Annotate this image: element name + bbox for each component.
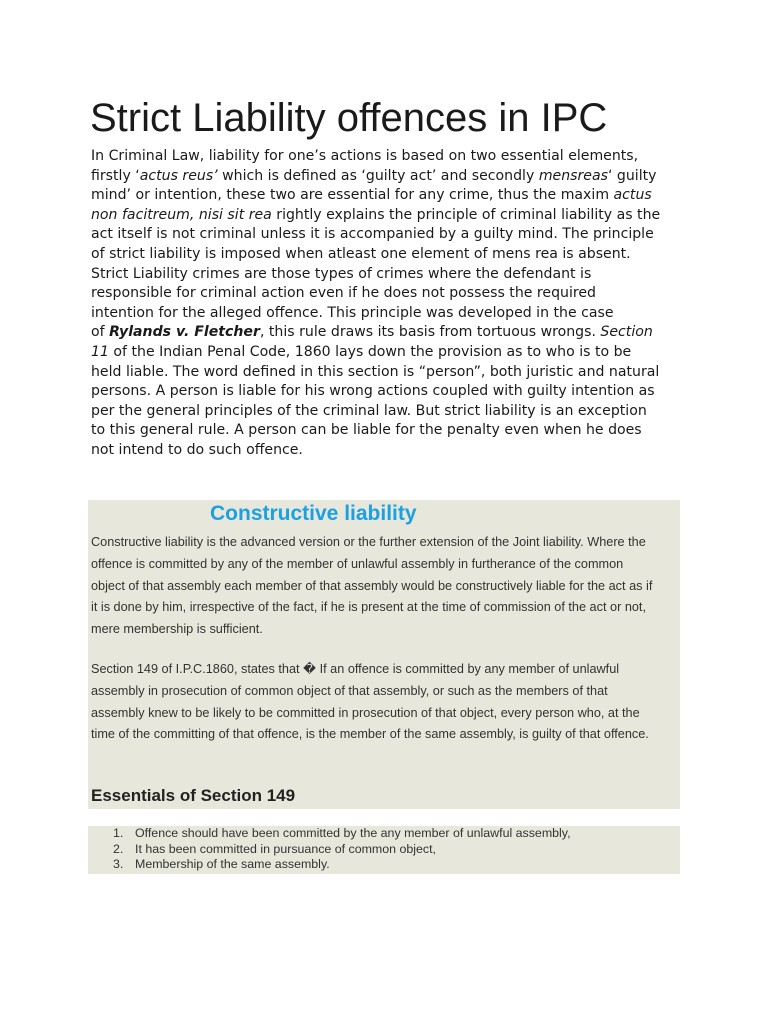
text-run: In Criminal Law, liability for one’s actions is based on two essential elements, bbox=[91, 148, 639, 164]
text-run: persons. A person is liable for his wrong actions coupled with guilty intention as bbox=[91, 383, 655, 400]
text-line bbox=[91, 186, 691, 206]
text-line bbox=[91, 363, 691, 383]
italic-term: non facitreum, nisi sit rea bbox=[91, 206, 272, 223]
text-run: , this rule draws its basis from tortuous wrongs. bbox=[259, 324, 601, 341]
italic-term: 11 bbox=[91, 343, 109, 360]
text-run: act itself is not criminal unless it is accompanied by a guilty mind. The principle bbox=[91, 226, 654, 243]
text-line bbox=[91, 206, 691, 226]
text-line bbox=[91, 421, 691, 441]
text-line bbox=[91, 402, 691, 422]
text-run: of the Indian Penal Code, 1860 lays down the provision as to who is to be bbox=[108, 343, 632, 360]
essentials-list bbox=[88, 826, 571, 873]
section-149-paragraph bbox=[91, 659, 679, 746]
constructive-liability-paragraph bbox=[91, 532, 679, 641]
text-line: Section 149 of I.P.C.1860, states that � If an offence is committed by any member of unlawful bbox=[91, 662, 620, 676]
text-run: mind’ or intention, these two are essential for any crime, thus the maxim bbox=[91, 187, 614, 204]
italic-term: mensreas bbox=[538, 167, 608, 184]
text-run: which is defined as ‘guilty act’ and secondly bbox=[217, 167, 539, 184]
text-line bbox=[91, 265, 691, 285]
text-run: not intend to do such offence. bbox=[91, 441, 303, 458]
text-line: object of that assembly each member of that assembly would be constructively liable for the act as if bbox=[91, 578, 653, 593]
list-item-number: 2. bbox=[113, 841, 124, 856]
text-run: of strict liability is imposed when atleast one element of mens rea is absent. bbox=[91, 245, 631, 262]
page-title: Strict Liability offences in IPC bbox=[90, 96, 608, 140]
text-line bbox=[91, 284, 691, 304]
text-line bbox=[91, 147, 691, 167]
text-run: to this general rule. A person can be liable for the penalty even when he does bbox=[91, 422, 642, 439]
text-run: rightly explains the principle of criminal liability as the bbox=[271, 206, 661, 223]
essentials-heading: Essentials of Section 149 bbox=[91, 786, 296, 805]
text-line bbox=[91, 245, 691, 265]
text-run: intention for the alleged offence. This principle was developed in the case bbox=[91, 304, 614, 321]
list-item-text: Membership of the same assembly. bbox=[135, 857, 330, 871]
italic-term: actus bbox=[613, 187, 652, 204]
text-line: mere membership is sufficient. bbox=[91, 622, 263, 637]
text-line: Constructive liability is the advanced version or the further extension of the Joint liability. Where the bbox=[91, 535, 646, 549]
text-run: of bbox=[91, 324, 110, 341]
text-line bbox=[91, 382, 691, 402]
list-item-number: 1. bbox=[113, 826, 124, 840]
list-item-number: 3. bbox=[113, 857, 124, 871]
text-line bbox=[91, 343, 691, 363]
constructive-liability-heading: Constructive liability bbox=[210, 502, 417, 525]
text-run: held liable. The word defined in this section is “person”, both juristic and natural bbox=[91, 363, 660, 380]
list-item-text: It has been committed in pursuance of common object, bbox=[135, 841, 436, 856]
text-line bbox=[91, 225, 691, 245]
intro-paragraph bbox=[91, 147, 691, 461]
italic-term: actus reus’ bbox=[139, 167, 218, 184]
list-item bbox=[88, 857, 571, 873]
italic-term: Section bbox=[600, 324, 653, 341]
list-item bbox=[88, 842, 571, 858]
text-line: assembly in prosecution of common object of that assembly, or such as the members of that bbox=[91, 683, 608, 698]
text-line bbox=[91, 441, 691, 461]
case-name: Rylands v. Fletcher bbox=[109, 324, 260, 341]
text-run: per the general principles of the criminal law. But strict liability is an exception bbox=[91, 402, 647, 419]
text-run: responsible for criminal action even if he does not possess the required bbox=[91, 285, 596, 302]
text-line: assembly knew to be likely to be committed in prosecution of that object, every person who, at the bbox=[91, 705, 640, 720]
text-line: time of the committing of that offence, is the member of the same assembly, is guilty of that offence. bbox=[91, 727, 649, 742]
list-item bbox=[88, 826, 571, 842]
text-line bbox=[91, 167, 691, 187]
text-line bbox=[91, 323, 691, 343]
text-run: Strict Liability crimes are those types of crimes where the defendant is bbox=[91, 265, 592, 282]
text-run: firstly ‘ bbox=[91, 167, 140, 184]
text-line bbox=[91, 304, 691, 324]
text-run: ‘ guilty bbox=[607, 167, 657, 184]
text-line: it is done by him, irrespective of the fact, if he is present at the time of commission of the act or not, bbox=[91, 600, 646, 615]
text-line: offence is committed by any of the member of unlawful assembly in furtherance of the common bbox=[91, 556, 624, 571]
list-item-text: Offence should have been committed by the any member of unlawful assembly, bbox=[135, 826, 571, 840]
